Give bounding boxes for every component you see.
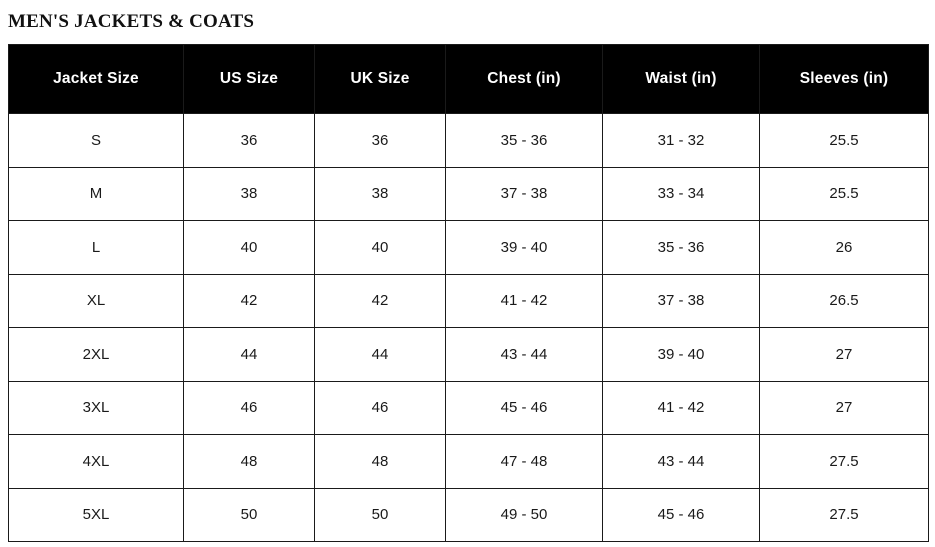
table-header	[9, 45, 929, 114]
cell-uk-size: 40	[315, 221, 446, 275]
cell-sleeves: 25.5	[760, 114, 929, 168]
cell-us-size: 38	[184, 167, 315, 221]
table-row	[9, 381, 929, 435]
table-body	[9, 114, 929, 542]
table-row	[9, 221, 929, 275]
column-header-us-size: US Size	[184, 45, 315, 114]
cell-waist: 39 - 40	[603, 328, 760, 382]
cell-us-size: 42	[184, 274, 315, 328]
cell-chest: 37 - 38	[446, 167, 603, 221]
cell-sleeves: 27	[760, 381, 929, 435]
table-row	[9, 488, 929, 542]
cell-us-size: 48	[184, 435, 315, 489]
cell-uk-size: 38	[315, 167, 446, 221]
cell-sleeves: 27.5	[760, 435, 929, 489]
cell-chest: 45 - 46	[446, 381, 603, 435]
column-header-chest: Chest (in)	[446, 45, 603, 114]
cell-waist: 37 - 38	[603, 274, 760, 328]
cell-sleeves: 27.5	[760, 488, 929, 542]
table-row	[9, 167, 929, 221]
cell-us-size: 40	[184, 221, 315, 275]
cell-jacket-size: M	[9, 167, 184, 221]
column-header-jacket-size: Jacket Size	[9, 45, 184, 114]
cell-jacket-size: L	[9, 221, 184, 275]
cell-chest: 41 - 42	[446, 274, 603, 328]
column-header-uk-size: UK Size	[315, 45, 446, 114]
cell-waist: 33 - 34	[603, 167, 760, 221]
cell-jacket-size: 4XL	[9, 435, 184, 489]
cell-chest: 49 - 50	[446, 488, 603, 542]
cell-jacket-size: XL	[9, 274, 184, 328]
column-header-waist: Waist (in)	[603, 45, 760, 114]
cell-uk-size: 48	[315, 435, 446, 489]
column-header-sleeves: Sleeves (in)	[760, 45, 929, 114]
cell-uk-size: 44	[315, 328, 446, 382]
table-row	[9, 328, 929, 382]
page-title: MEN'S JACKETS & COATS	[8, 11, 255, 32]
cell-waist: 41 - 42	[603, 381, 760, 435]
cell-chest: 47 - 48	[446, 435, 603, 489]
size-chart-table	[8, 44, 929, 542]
table-row	[9, 114, 929, 168]
cell-jacket-size: 2XL	[9, 328, 184, 382]
cell-jacket-size: 3XL	[9, 381, 184, 435]
table-header-row	[9, 45, 929, 114]
cell-uk-size: 46	[315, 381, 446, 435]
cell-us-size: 50	[184, 488, 315, 542]
cell-chest: 43 - 44	[446, 328, 603, 382]
cell-jacket-size: 5XL	[9, 488, 184, 542]
cell-sleeves: 26	[760, 221, 929, 275]
cell-us-size: 46	[184, 381, 315, 435]
cell-uk-size: 42	[315, 274, 446, 328]
cell-sleeves: 27	[760, 328, 929, 382]
cell-waist: 35 - 36	[603, 221, 760, 275]
cell-chest: 35 - 36	[446, 114, 603, 168]
cell-sleeves: 25.5	[760, 167, 929, 221]
cell-waist: 43 - 44	[603, 435, 760, 489]
cell-chest: 39 - 40	[446, 221, 603, 275]
cell-waist: 45 - 46	[603, 488, 760, 542]
cell-uk-size: 50	[315, 488, 446, 542]
cell-jacket-size: S	[9, 114, 184, 168]
cell-waist: 31 - 32	[603, 114, 760, 168]
table-row	[9, 274, 929, 328]
cell-us-size: 36	[184, 114, 315, 168]
cell-sleeves: 26.5	[760, 274, 929, 328]
table-row	[9, 435, 929, 489]
cell-uk-size: 36	[315, 114, 446, 168]
cell-us-size: 44	[184, 328, 315, 382]
